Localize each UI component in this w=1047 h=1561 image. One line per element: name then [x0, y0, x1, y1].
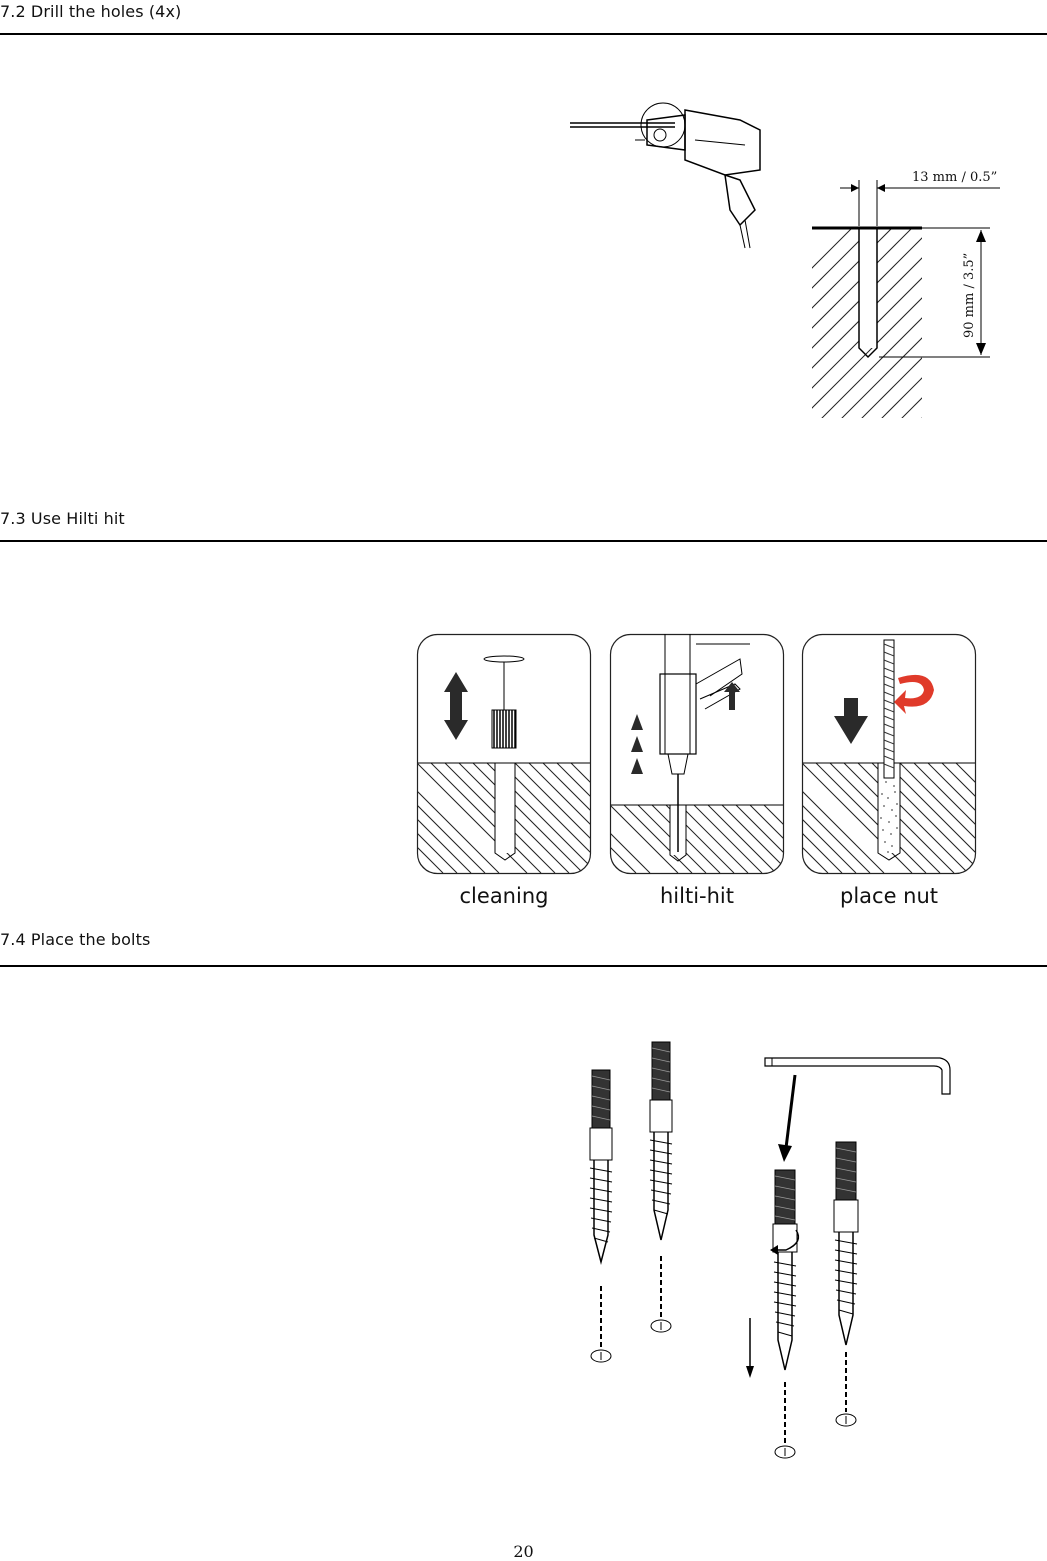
- panel-hilti-hit: [610, 634, 784, 874]
- panel-caption-place-nut: place nut: [839, 884, 939, 908]
- brush-icon: [484, 656, 524, 662]
- hanger-bolt-icon: [650, 1042, 672, 1332]
- panel-cleaning: [417, 634, 591, 874]
- hatching: [788, 763, 1047, 873]
- hanger-bolt-icon: [590, 1070, 612, 1362]
- section-divider: [0, 33, 1047, 35]
- panel-caption-hilti-hit: hilti-hit: [659, 884, 734, 908]
- hatching: [596, 805, 832, 873]
- section-heading-place-bolts: 7.4 Place the bolts: [0, 930, 151, 949]
- section-divider: [0, 965, 1047, 967]
- hanger-bolt-icon: [834, 1142, 858, 1426]
- hole-diameter-label: 13 mm / 0.5”: [912, 170, 998, 185]
- triangle-marker-icon: [631, 736, 643, 752]
- panel-place-nut: [802, 634, 976, 874]
- panel-caption-cleaning: cleaning: [459, 884, 549, 908]
- page-number: 20: [513, 1542, 534, 1561]
- section-divider: [0, 540, 1047, 542]
- triangle-marker-icon: [631, 758, 643, 774]
- up-down-arrow-icon: [444, 672, 468, 740]
- rotate-arrow-icon: [894, 675, 934, 714]
- bolts-illustration: [560, 1030, 980, 1470]
- hole-cross-section: [800, 160, 1030, 420]
- section-heading-hilti-hit: 7.3 Use Hilti hit: [0, 509, 125, 528]
- section-heading-drill-holes: 7.2 Drill the holes (4x): [0, 2, 182, 21]
- hanger-bolt-icon: [770, 1170, 798, 1458]
- drill-illustration: [565, 100, 775, 250]
- down-arrow-icon: [834, 698, 868, 744]
- triangle-marker-icon: [631, 714, 643, 730]
- hole-depth-label: 90 mm / 3.5”: [962, 252, 977, 338]
- insert-arrow-icon: [786, 1075, 795, 1148]
- threaded-rod-icon: [884, 640, 894, 778]
